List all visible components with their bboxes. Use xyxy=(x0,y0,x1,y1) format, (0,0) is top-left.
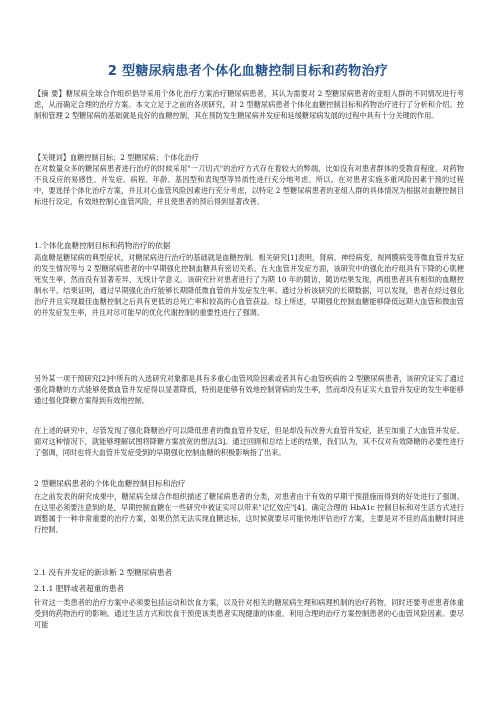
subsection-heading-2-1: 2.1 没有并发症的新诊断 2 型糖尿病患者 xyxy=(34,568,173,577)
keywords-line: 【关键词】血糖控制目标；2 型糖尿病；个体化治疗 xyxy=(34,153,199,162)
body-paragraph-2: 另外某一项干预研究[2]中所有的入选研究对象都是具有多重心血管风险因素或者具有心血管疾病的 2 型糖尿病患者，该研究证实了通过强化降糖的方式能够使微血管并发症得以显著降低，特别是能够有效地控制肾病的发生率，然而却没有证实大血管并发症的发生率能够通过强化降糖方案得到有效地控制。 xyxy=(34,374,464,405)
section-heading-1: 1.个体化血糖控制目标和药物治疗的依据 xyxy=(34,241,171,250)
abstract-paragraph: 【摘 要】糖尿病全球合作组织倡导采用个体化治疗方案治疗糖尿病患者，其认为需要对 2 型糖尿病患者的亚组人群的不同情况进行考虑，从而确定合理的治疗方案。本文立足于之前的各项研究，对 2 型糖尿病患者个体化血糖控制目标和药物治疗进行了分析和介绍。控制和管理 2 型糖尿病的基础就是良好的血糖控制，其在预防发生糖尿病并发症和延缓糖尿病发展的过程中具有十分关键的作用。 xyxy=(34,89,464,120)
body-paragraph-3: 在上述的研究中，尽管发现了强化降糖治疗可以降低患者的微血管并发症，但是却没有改善大血管并发症，甚至加重了大血管并发症。面对这种情况下，就能够理解试图将降糖方案放宽的想法[3]。通过回顾和总结上述的结果，我们认为，其不仅对有效降糖的必要性进行了强调，同时也将大血管并发症受到的早期强化控制血糖的积极影响指了出来。 xyxy=(34,426,464,457)
body-paragraph-4: 在之前发表的研究成果中，糖尿病全球合作组织描述了糖尿病患者的分类，对患者由于有效的早期干预措施而得到的好处进行了强调。在这里必须要注意到的是，早期控制血糖在一些研究中被证实可以带来"记忆效应"[4]。确定合理的 HbA1c 控制目标和对生活方式进行调整属于一种非常重要的治疗方案，如果仍然无法实现血糖达标，这时候就要尽可能快地评估治疗方案，主要是对不佳的高血糖时间进行控制。 xyxy=(34,492,464,534)
section-heading-2: 2 型糖尿病患者的个体化血糖控制目标和治疗 xyxy=(34,479,186,488)
subsection-heading-2-1-1: 2.1.1 肥胖或者超重的患者 xyxy=(34,584,125,593)
body-paragraph-1: 高血糖是糖尿病的典型症状，对糖尿病进行治疗的基础就是血糖控制。相关研究[1]表明，肾病、神经病变、视网膜病变等微血管并发症的发生情况等与 2 型糖尿病患者的中早期强化控制血糖具有密切关系。在大血管并发症方面，该研究中的强化治疗组具有下降的心肌梗死发生率，然而没有显著差异，无统计学意义。该研究针对患者进行了为期 10 年的随访，随访结果发现，两组患者具有相似的血糖控制水平。结果证明，通过早期强化治疗能够长期降低微血管的并发症发生率。通过分析该研究的长期数据，可以发现，患者在经过强化治疗并且实现最佳血糖控制之后具有更低的总死亡率和较高的心血管获益。综上所述，早期强化控制血糖能够降低远期大血管和微血管的并发症发生率，并且对尽可能早的优化代谢控制的重要性进行了强调。 xyxy=(34,253,464,317)
intro-paragraph: 在对数量众多的糖尿病患者进行治疗的时候采用"一刀切式"的治疗方式存在着较大的弊端，比如没有对患者群体的受教育程度、对药物不良反应的易感性、并发症、病程、年龄、基因型和表现型等异质性进行充分地考虑。所以，在对患者实施多重风险因素干预的过程中，要选择个体化治疗方案，并且对心血管风险因素进行充分考虑，以特定 2 型糖尿病患者的亚组人群的具体情况为根据对血糖控制目标进行设定，有效地控制心血管风险，并且使患者的预后得到显著改善。 xyxy=(34,164,464,206)
paper-title: 2 型糖尿病患者个体化血糖控制目标和药物治疗 xyxy=(107,64,389,79)
body-paragraph-5: 针对这一类患者的治疗方案中必须要包括运动和饮食方案，以及针对相关的糖尿病生理和病理机制的治疗药物，同时还要考虑患者体重受到的药物治疗的影响。通过生活方式和饮食干预使该类患者实现健康的体重，利用合理的治疗方案控制患者的心血管风险因素。要尽可能 xyxy=(34,598,464,629)
